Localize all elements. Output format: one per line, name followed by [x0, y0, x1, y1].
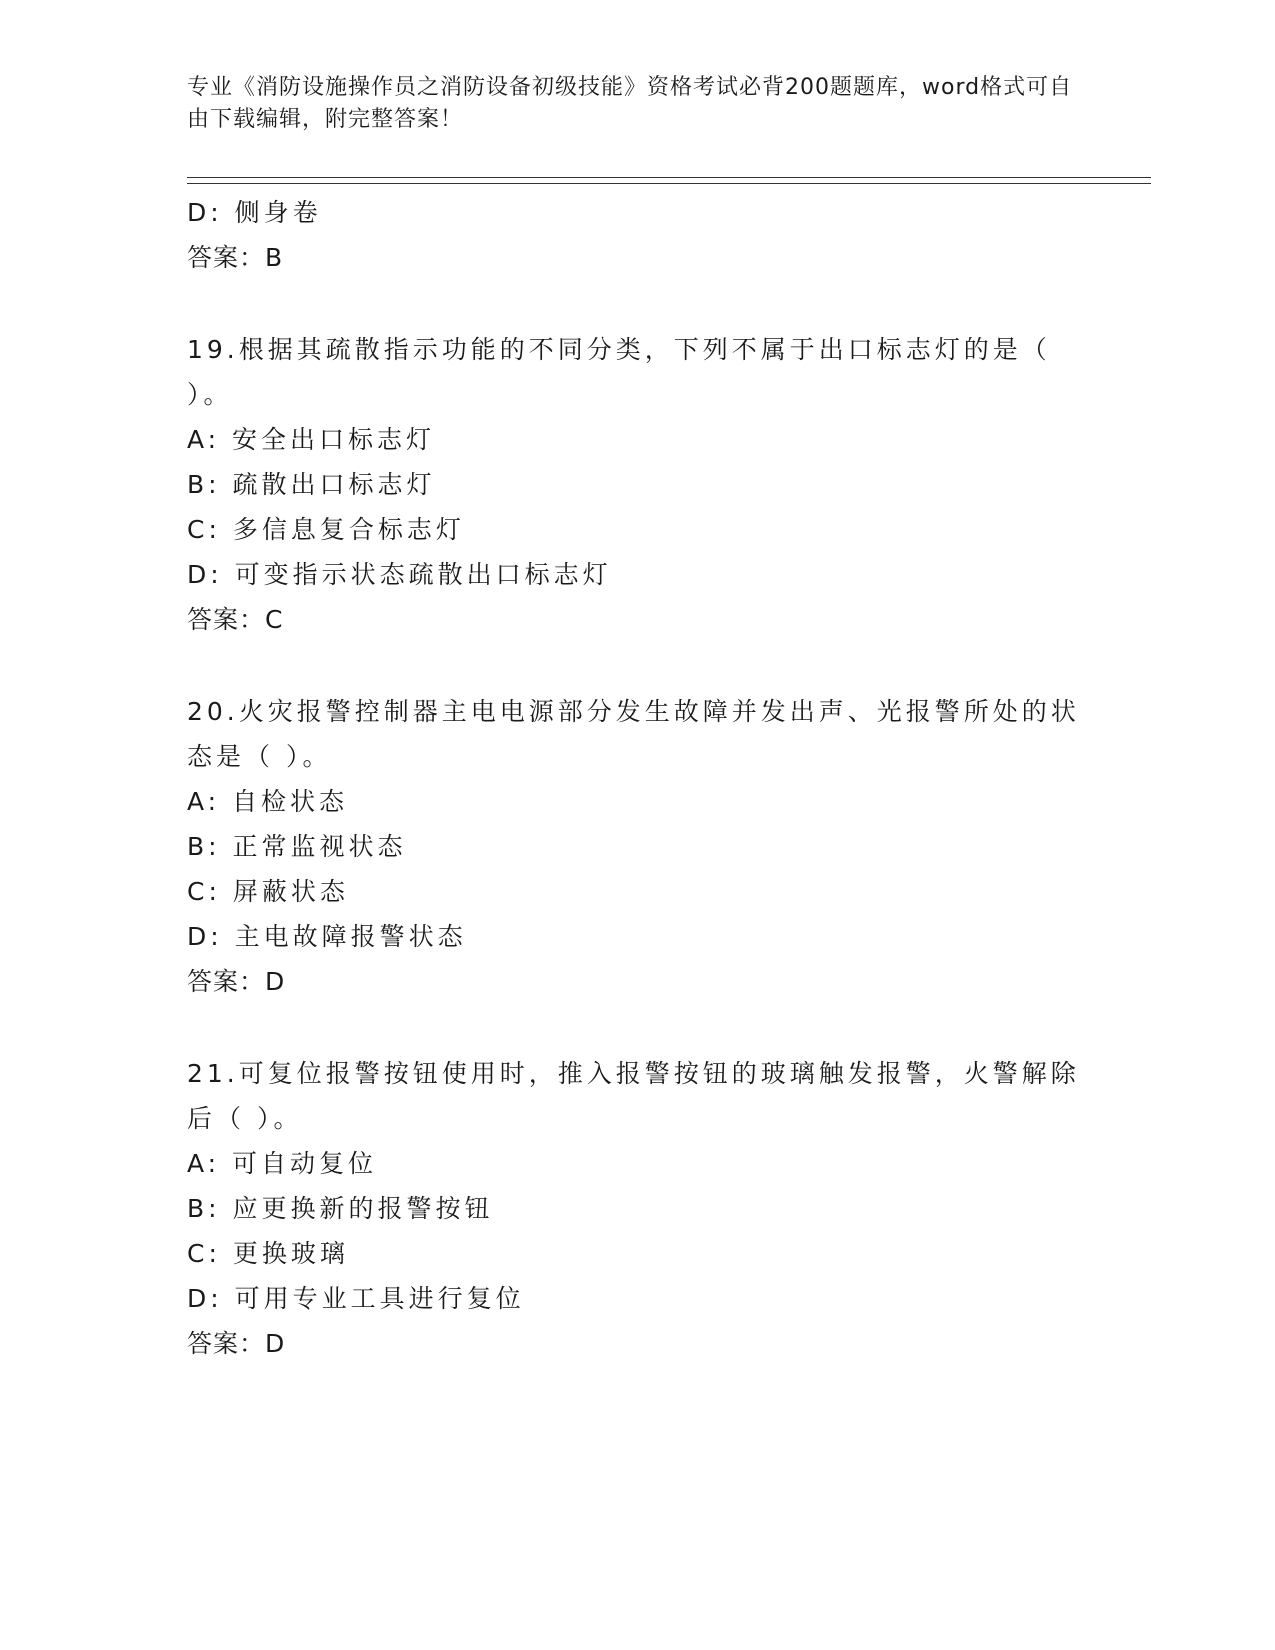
option-b: B: 正常监视状态	[187, 832, 407, 861]
answer: 答案：D	[187, 1329, 286, 1358]
option-d: D: 可变指示状态疏散出口标志灯	[187, 560, 612, 589]
answer: 答案：D	[187, 967, 286, 996]
header-divider	[187, 177, 1151, 184]
option-a: A: 自检状态	[187, 787, 349, 816]
option-a: A: 安全出口标志灯	[187, 425, 436, 454]
question-text: 19.根据其疏散指示功能的不同分类，下列不属于出口标志灯的是（ ）。	[187, 335, 1051, 409]
option-a: A: 可自动复位	[187, 1149, 378, 1178]
question-20	[187, 689, 1087, 1004]
option-c: C: 多信息复合标志灯	[187, 515, 465, 544]
option-b: B: 应更换新的报警按钮	[187, 1194, 494, 1223]
question-text: 20.火灾报警控制器主电电源部分发生故障并发出声、光报警所处的状态是（ ）。	[187, 697, 1080, 771]
option-c: C: 屏蔽状态	[187, 877, 349, 906]
option-c: C: 更换玻璃	[187, 1239, 349, 1268]
page-content	[187, 190, 1087, 1366]
option-b: B: 疏散出口标志灯	[187, 470, 436, 499]
answer: 答案：B	[187, 243, 284, 272]
option-d: D: 可用专业工具进行复位	[187, 1284, 525, 1313]
question-19	[187, 327, 1087, 642]
question-21	[187, 1051, 1087, 1366]
page-header: 专业《消防设施操作员之消防设备初级技能》资格考试必背200题题库，word格式可自由下载编辑，附完整答案！	[187, 75, 1073, 132]
option-d: D: 侧身卷	[187, 198, 322, 227]
question-text: 21.可复位报警按钮使用时，推入报警按钮的玻璃触发报警，火警解除后（ ）。	[187, 1059, 1080, 1133]
option-d: D: 主电故障报警状态	[187, 922, 467, 951]
answer: 答案：C	[187, 605, 284, 634]
